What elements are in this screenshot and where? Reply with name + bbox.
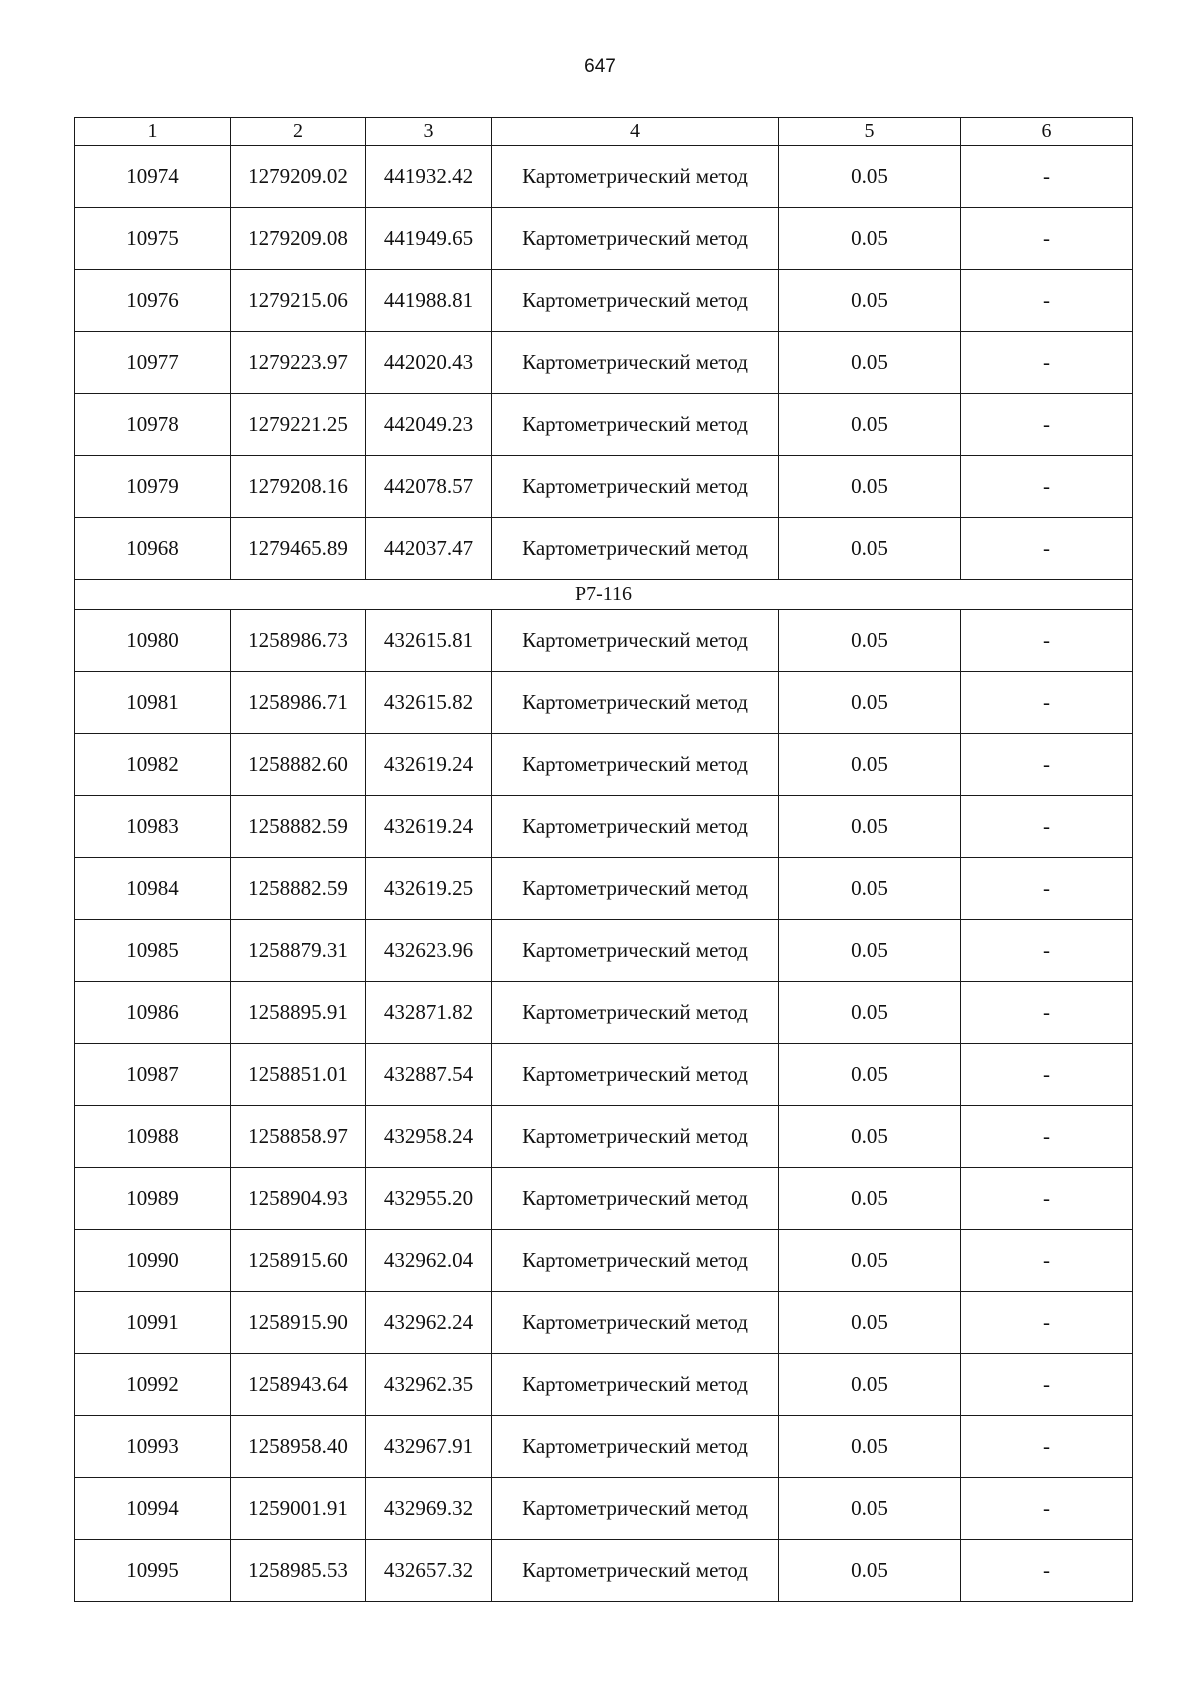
page-number: 647 [584,56,616,77]
y-coordinate-cell: 432615.81 [366,610,492,672]
table-row [75,456,1133,518]
y-coordinate-cell: 432962.24 [366,1292,492,1354]
table-row [75,1292,1133,1354]
x-coordinate-cell: 1279209.08 [231,208,366,270]
method-cell: Картометрический метод [492,858,779,920]
note-cell: - [961,982,1133,1044]
column-header: 3 [366,118,492,146]
x-coordinate-cell: 1258879.31 [231,920,366,982]
point-number-cell: 10974 [75,146,231,208]
point-number-cell: 10976 [75,270,231,332]
table-row [75,920,1133,982]
point-number-cell: 10968 [75,518,231,580]
table-row [75,1478,1133,1540]
precision-cell: 0.05 [779,1044,961,1106]
point-number-cell: 10990 [75,1230,231,1292]
note-cell: - [961,394,1133,456]
x-coordinate-cell: 1258858.97 [231,1106,366,1168]
y-coordinate-cell: 432657.32 [366,1540,492,1602]
precision-cell: 0.05 [779,734,961,796]
precision-cell: 0.05 [779,1292,961,1354]
method-cell: Картометрический метод [492,456,779,518]
y-coordinate-cell: 432955.20 [366,1168,492,1230]
method-cell: Картометрический метод [492,1292,779,1354]
point-number-cell: 10983 [75,796,231,858]
y-coordinate-cell: 432619.24 [366,796,492,858]
table-row [75,208,1133,270]
table-row [75,1354,1133,1416]
table-row [75,1044,1133,1106]
method-cell: Картометрический метод [492,982,779,1044]
method-cell: Картометрический метод [492,1106,779,1168]
x-coordinate-cell: 1279465.89 [231,518,366,580]
column-header: 5 [779,118,961,146]
y-coordinate-cell: 441932.42 [366,146,492,208]
x-coordinate-cell: 1258986.73 [231,610,366,672]
precision-cell: 0.05 [779,394,961,456]
precision-cell: 0.05 [779,1416,961,1478]
precision-cell: 0.05 [779,332,961,394]
note-cell: - [961,332,1133,394]
point-number-cell: 10986 [75,982,231,1044]
method-cell: Картометрический метод [492,920,779,982]
method-cell: Картометрический метод [492,1540,779,1602]
precision-cell: 0.05 [779,208,961,270]
point-number-cell: 10989 [75,1168,231,1230]
precision-cell: 0.05 [779,796,961,858]
precision-cell: 0.05 [779,1168,961,1230]
method-cell: Картометрический метод [492,672,779,734]
y-coordinate-cell: 432623.96 [366,920,492,982]
x-coordinate-cell: 1279215.06 [231,270,366,332]
method-cell: Картометрический метод [492,1478,779,1540]
note-cell: - [961,1230,1133,1292]
note-cell: - [961,734,1133,796]
table-row [75,672,1133,734]
column-header: 4 [492,118,779,146]
x-coordinate-cell: 1259001.91 [231,1478,366,1540]
precision-cell: 0.05 [779,1540,961,1602]
note-cell: - [961,1416,1133,1478]
precision-cell: 0.05 [779,920,961,982]
method-cell: Картометрический метод [492,1044,779,1106]
table-row [75,1230,1133,1292]
x-coordinate-cell: 1258851.01 [231,1044,366,1106]
note-cell: - [961,920,1133,982]
table-row [75,1106,1133,1168]
y-coordinate-cell: 432962.04 [366,1230,492,1292]
method-cell: Картометрический метод [492,1354,779,1416]
table-row [75,146,1133,208]
method-cell: Картометрический метод [492,518,779,580]
header-row [75,118,1133,146]
point-number-cell: 10985 [75,920,231,982]
column-header: 6 [961,118,1133,146]
note-cell: - [961,1354,1133,1416]
column-header: 2 [231,118,366,146]
note-cell: - [961,1106,1133,1168]
y-coordinate-cell: 432871.82 [366,982,492,1044]
precision-cell: 0.05 [779,270,961,332]
y-coordinate-cell: 441949.65 [366,208,492,270]
x-coordinate-cell: 1258986.71 [231,672,366,734]
y-coordinate-cell: 432967.91 [366,1416,492,1478]
y-coordinate-cell: 441988.81 [366,270,492,332]
point-number-cell: 10991 [75,1292,231,1354]
table-row [75,332,1133,394]
x-coordinate-cell: 1258904.93 [231,1168,366,1230]
table-row [75,734,1133,796]
point-number-cell: 10977 [75,332,231,394]
x-coordinate-cell: 1279208.16 [231,456,366,518]
point-number-cell: 10975 [75,208,231,270]
point-number-cell: 10988 [75,1106,231,1168]
precision-cell: 0.05 [779,610,961,672]
x-coordinate-cell: 1258915.90 [231,1292,366,1354]
point-number-cell: 10979 [75,456,231,518]
note-cell: - [961,456,1133,518]
table-row [75,518,1133,580]
table-row [75,270,1133,332]
x-coordinate-cell: 1258882.59 [231,858,366,920]
y-coordinate-cell: 432887.54 [366,1044,492,1106]
x-coordinate-cell: 1258882.60 [231,734,366,796]
point-number-cell: 10992 [75,1354,231,1416]
y-coordinate-cell: 442020.43 [366,332,492,394]
note-cell: - [961,610,1133,672]
precision-cell: 0.05 [779,1478,961,1540]
y-coordinate-cell: 432619.25 [366,858,492,920]
precision-cell: 0.05 [779,1354,961,1416]
note-cell: - [961,1292,1133,1354]
method-cell: Картометрический метод [492,1230,779,1292]
table-row [75,796,1133,858]
precision-cell: 0.05 [779,518,961,580]
point-number-cell: 10995 [75,1540,231,1602]
method-cell: Картометрический метод [492,332,779,394]
method-cell: Картометрический метод [492,1416,779,1478]
table-row [75,610,1133,672]
note-cell: - [961,1044,1133,1106]
point-number-cell: 10980 [75,610,231,672]
table-row [75,982,1133,1044]
point-number-cell: 10993 [75,1416,231,1478]
method-cell: Картометрический метод [492,1168,779,1230]
table-row [75,858,1133,920]
point-number-cell: 10982 [75,734,231,796]
method-cell: Картометрический метод [492,394,779,456]
note-cell: - [961,796,1133,858]
y-coordinate-cell: 442049.23 [366,394,492,456]
method-cell: Картометрический метод [492,734,779,796]
precision-cell: 0.05 [779,1106,961,1168]
x-coordinate-cell: 1258958.40 [231,1416,366,1478]
x-coordinate-cell: 1279209.02 [231,146,366,208]
note-cell: - [961,270,1133,332]
table-header [75,118,1133,146]
precision-cell: 0.05 [779,858,961,920]
x-coordinate-cell: 1258943.64 [231,1354,366,1416]
precision-cell: 0.05 [779,672,961,734]
x-coordinate-cell: 1258895.91 [231,982,366,1044]
method-cell: Картометрический метод [492,146,779,208]
y-coordinate-cell: 432615.82 [366,672,492,734]
note-cell: - [961,1168,1133,1230]
y-coordinate-cell: 442078.57 [366,456,492,518]
method-cell: Картометрический метод [492,208,779,270]
precision-cell: 0.05 [779,146,961,208]
method-cell: Картометрический метод [492,796,779,858]
note-cell: - [961,146,1133,208]
precision-cell: 0.05 [779,982,961,1044]
note-cell: - [961,1478,1133,1540]
table-row [75,1540,1133,1602]
column-header: 1 [75,118,231,146]
table-row [75,394,1133,456]
point-number-cell: 10984 [75,858,231,920]
table-row [75,1416,1133,1478]
table-row [75,1168,1133,1230]
point-number-cell: 10987 [75,1044,231,1106]
section-row [75,580,1133,610]
table-body [75,146,1133,1602]
note-cell: - [961,208,1133,270]
method-cell: Картометрический метод [492,610,779,672]
note-cell: - [961,518,1133,580]
y-coordinate-cell: 432958.24 [366,1106,492,1168]
coordinates-table [74,117,1133,1602]
x-coordinate-cell: 1279221.25 [231,394,366,456]
note-cell: - [961,858,1133,920]
x-coordinate-cell: 1258882.59 [231,796,366,858]
y-coordinate-cell: 432962.35 [366,1354,492,1416]
point-number-cell: 10981 [75,672,231,734]
y-coordinate-cell: 432619.24 [366,734,492,796]
y-coordinate-cell: 442037.47 [366,518,492,580]
point-number-cell: 10978 [75,394,231,456]
x-coordinate-cell: 1258985.53 [231,1540,366,1602]
precision-cell: 0.05 [779,456,961,518]
point-number-cell: 10994 [75,1478,231,1540]
x-coordinate-cell: 1279223.97 [231,332,366,394]
y-coordinate-cell: 432969.32 [366,1478,492,1540]
x-coordinate-cell: 1258915.60 [231,1230,366,1292]
section-label: Р7-116 [75,580,1133,610]
note-cell: - [961,1540,1133,1602]
precision-cell: 0.05 [779,1230,961,1292]
method-cell: Картометрический метод [492,270,779,332]
note-cell: - [961,672,1133,734]
